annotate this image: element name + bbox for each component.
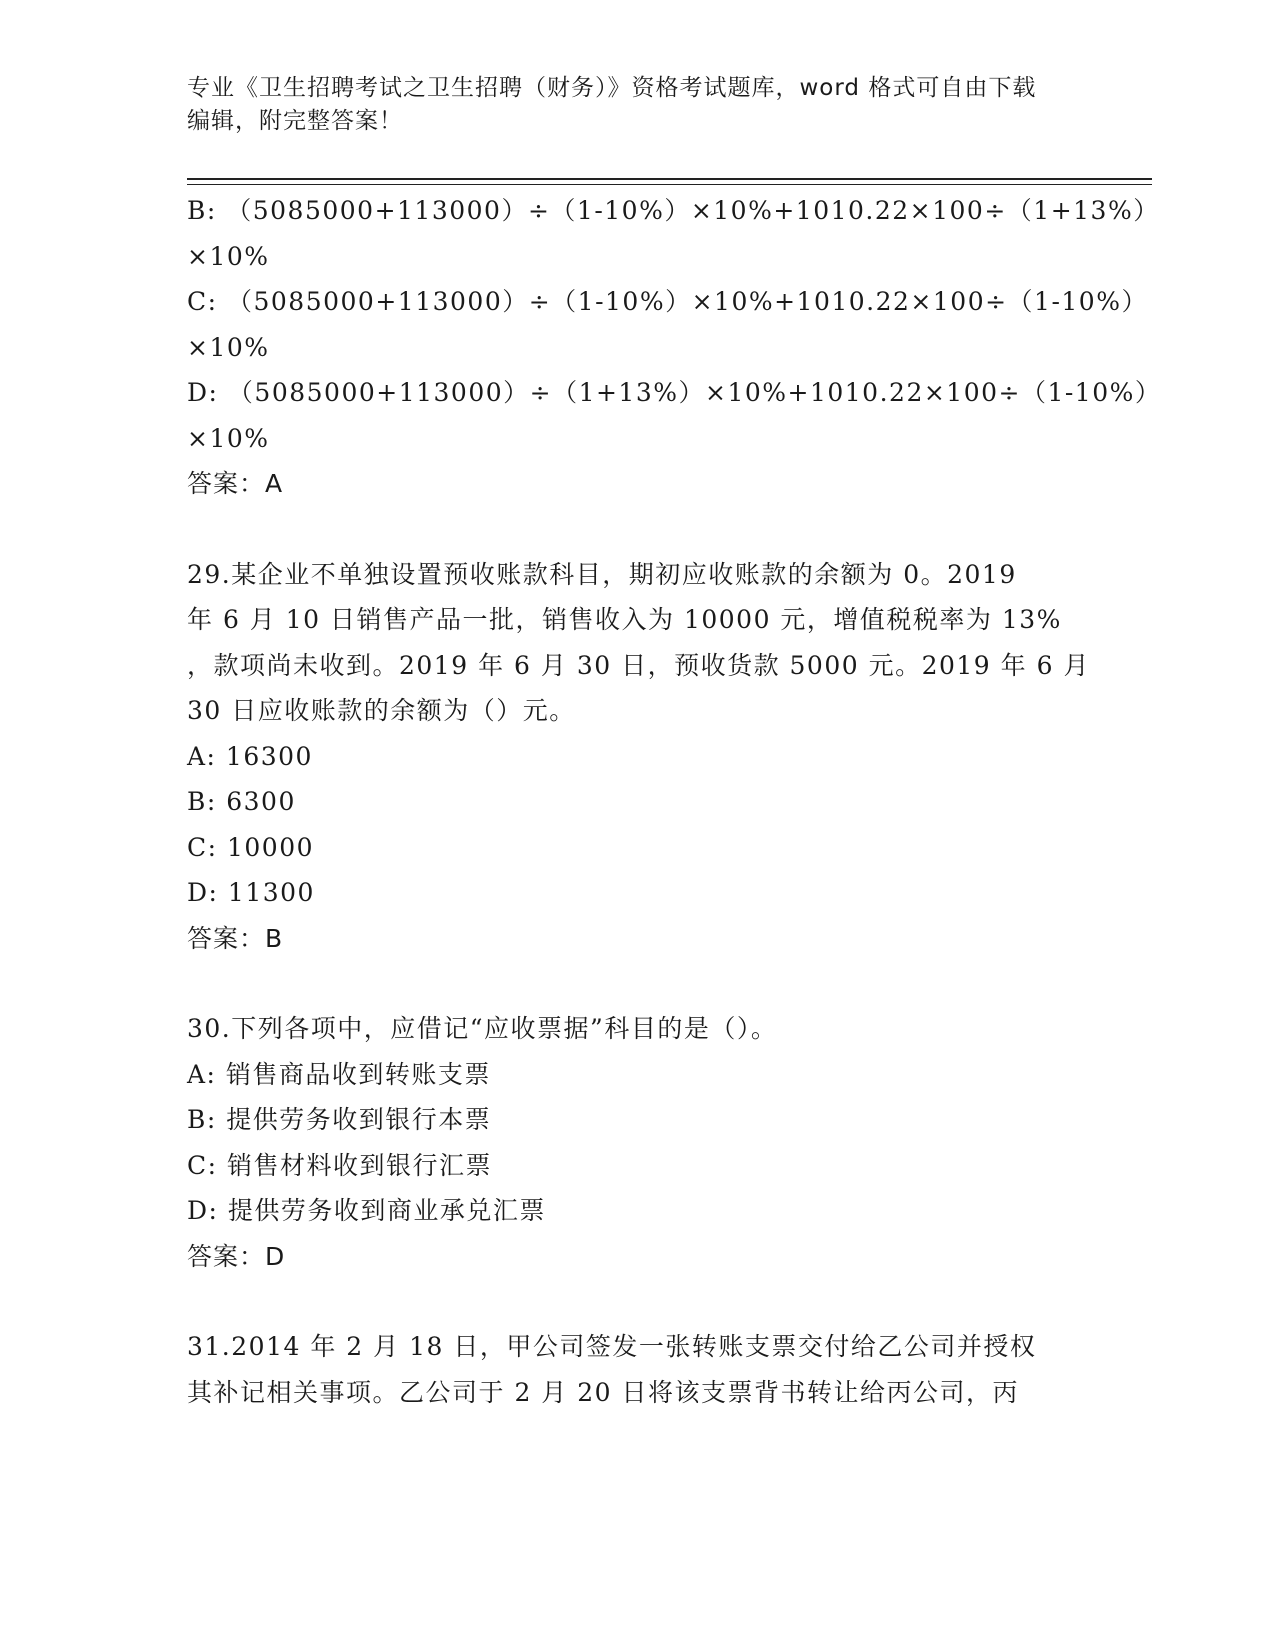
answer-line: 答案：D xyxy=(187,1241,286,1271)
question-30 xyxy=(187,1006,1087,1279)
option-line: B: （5085000+113000）÷（1-10%）×10%+1010.22×100÷（1+13%） xyxy=(187,196,1160,225)
spacer xyxy=(187,1279,1087,1324)
question-stem-line: 其补记相关事项。乙公司于 2 月 20 日将该支票背书转让给丙公司，丙 xyxy=(187,1377,1020,1407)
option-line: ×10% xyxy=(187,241,270,271)
option-a: A: 销售商品收到转账支票 xyxy=(187,1059,491,1089)
option-c: C: 10000 xyxy=(187,832,315,862)
question-29 xyxy=(187,552,1090,962)
option-line: ×10% xyxy=(187,332,270,362)
option-line: ×10% xyxy=(187,423,270,453)
question-stem-line: ，款项尚未收到。2019 年 6 月 30 日，预收货款 5000 元。2019 年 6 月 xyxy=(187,650,1090,680)
spacer xyxy=(187,961,1087,1006)
answer-line: 答案：B xyxy=(187,923,284,953)
answer-line: 答案：A xyxy=(187,469,284,498)
header-rule-thick xyxy=(187,178,1152,180)
document-body xyxy=(187,188,1162,1415)
option-b: B: 提供劳务收到银行本票 xyxy=(187,1105,492,1134)
question-28-continued xyxy=(187,188,1162,507)
option-line: D: （5085000+113000）÷（1+13%）×10%+1010.22×100÷（1-10%） xyxy=(187,378,1162,407)
option-d: D: 11300 xyxy=(187,878,315,907)
option-d: D: 提供劳务收到商业承兑汇票 xyxy=(187,1196,546,1225)
header-rule-thin xyxy=(187,184,1152,185)
spacer xyxy=(187,507,1087,552)
question-stem-line: 29.某企业不单独设置预收账款科目，期初应收账款的余额为 0。2019 xyxy=(187,559,1017,589)
question-stem-line: 30.下列各项中，应借记“应收票据”科目的是（）。 xyxy=(187,1014,778,1043)
option-c: C: 销售材料收到银行汇票 xyxy=(187,1150,492,1180)
option-a: A: 16300 xyxy=(187,741,313,771)
option-line: C: （5085000+113000）÷（1-10%）×10%+1010.22×100÷（1-10%） xyxy=(187,287,1148,316)
header-line-2: 编辑，附完整答案！ xyxy=(187,108,403,134)
question-31 xyxy=(187,1324,1087,1415)
question-stem-line: 30 日应收账款的余额为（）元。 xyxy=(187,696,576,725)
question-stem-line: 年 6 月 10 日销售产品一批，销售收入为 10000 元，增值税税率为 13% xyxy=(187,605,1062,634)
page-header xyxy=(187,72,1067,138)
question-stem-line: 31.2014 年 2 月 18 日，甲公司签发一张转账支票交付给乙公司并授权 xyxy=(187,1332,1037,1361)
header-line-1: 专业《卫生招聘考试之卫生招聘（财务）》资格考试题库，word 格式可自由下载 xyxy=(187,75,1037,101)
option-b: B: 6300 xyxy=(187,787,296,816)
